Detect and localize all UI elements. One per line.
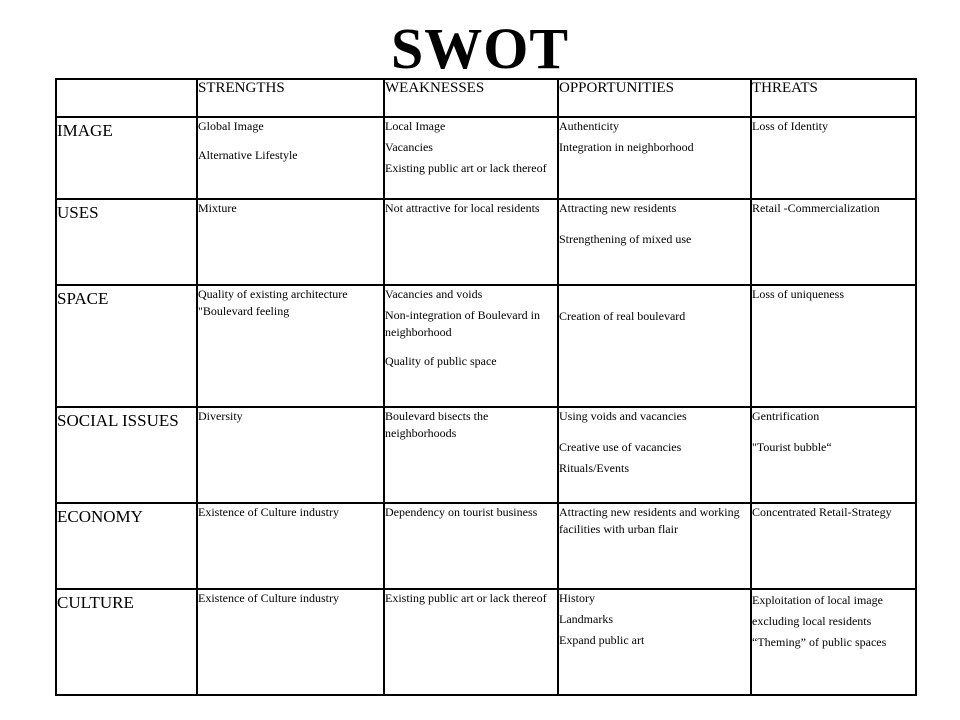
cell-item: Strengthening of mixed use	[559, 232, 692, 246]
cell-item: Loss of uniqueness	[752, 287, 844, 301]
cell-item: Alternative Lifestyle	[198, 148, 298, 162]
row-header: IMAGE	[56, 117, 197, 199]
cell-item: Quality of existing architecture "Boulevard feeling	[198, 287, 348, 318]
cell-weaknesses	[384, 503, 558, 589]
cell-item: Attracting new residents and working facilities with urban flair	[559, 505, 740, 536]
cell-item: Diversity	[198, 409, 243, 423]
header-row	[56, 79, 916, 117]
table-row	[56, 589, 916, 695]
cell-item: Exploitation of local image excluding local residents “Theming” of public spaces	[752, 593, 887, 649]
cell-item: Retail -Commercialization	[752, 201, 880, 215]
table-row	[56, 285, 916, 407]
table-row	[56, 407, 916, 503]
cell-item: Integration in neighborhood	[559, 140, 694, 154]
cell-item: Existing public art or lack thereof	[385, 161, 547, 175]
cell-threats	[751, 407, 916, 503]
cell-item: Expand public art	[559, 633, 645, 647]
cell-item: Authenticity	[559, 119, 619, 133]
column-header-threats: THREATS	[751, 79, 916, 117]
page-title: SWOT	[390, 16, 570, 81]
cell-opportunities	[558, 503, 751, 589]
cell-item: Non-integration of Boulevard in neighborhood	[385, 308, 540, 339]
cell-item: Boulevard bisects the neighborhoods	[385, 409, 489, 440]
cell-threats	[751, 199, 916, 285]
cell-threats	[751, 285, 916, 407]
cell-item: "Tourist bubble“	[752, 440, 832, 454]
cell-item: Existing public art or lack thereof	[385, 591, 547, 605]
row-header: ECONOMY	[56, 503, 197, 589]
cell-item: Creative use of vacancies	[559, 440, 682, 454]
cell-item: Not attractive for local residents	[385, 201, 540, 215]
cell-threats	[751, 503, 916, 589]
cell-item: Concentrated Retail-Strategy	[752, 505, 892, 519]
cell-opportunities	[558, 285, 751, 407]
cell-strengths	[197, 199, 384, 285]
cell-weaknesses	[384, 589, 558, 695]
cell-item: Quality of public space	[385, 354, 497, 368]
column-header-strengths: STRENGTHS	[197, 79, 384, 117]
cell-strengths	[197, 589, 384, 695]
cell-item: Existence of Culture industry	[198, 505, 339, 519]
cell-item: Using voids and vacancies	[559, 409, 687, 423]
cell-opportunities	[558, 117, 751, 199]
cell-strengths	[197, 503, 384, 589]
row-header: CULTURE	[56, 589, 197, 695]
cell-item: Creation of real boulevard	[559, 309, 686, 323]
row-header: SPACE	[56, 285, 197, 407]
column-header-weaknesses: WEAKNESSES	[384, 79, 558, 117]
cell-opportunities	[558, 199, 751, 285]
cell-item: Existence of Culture industry	[198, 591, 339, 605]
row-header: SOCIAL ISSUES	[56, 407, 197, 503]
cell-opportunities	[558, 589, 751, 695]
cell-item: Loss of Identity	[752, 119, 828, 133]
cell-weaknesses	[384, 199, 558, 285]
cell-opportunities	[558, 407, 751, 503]
cell-item: Gentrification	[752, 409, 820, 423]
cell-item: History	[559, 591, 595, 605]
cell-weaknesses	[384, 285, 558, 407]
cell-item: Rituals/Events	[559, 461, 629, 475]
cell-item: Landmarks	[559, 612, 613, 626]
cell-strengths	[197, 285, 384, 407]
cell-item: Dependency on tourist business	[385, 505, 538, 519]
swot-table	[55, 78, 917, 696]
cell-strengths	[197, 407, 384, 503]
cell-threats	[751, 117, 916, 199]
cell-item: Vacancies and voids	[385, 287, 483, 301]
cell-weaknesses	[384, 117, 558, 199]
table-row	[56, 117, 916, 199]
cell-weaknesses	[384, 407, 558, 503]
cell-threats	[751, 589, 916, 695]
cell-item: Local Image	[385, 119, 446, 133]
cell-strengths	[197, 117, 384, 199]
row-header: USES	[56, 199, 197, 285]
column-header-opportunities: OPPORTUNITIES	[558, 79, 751, 117]
cell-item: Attracting new residents	[559, 201, 677, 215]
table-row	[56, 503, 916, 589]
cell-item: Vacancies	[385, 140, 433, 154]
cell-item: Mixture	[198, 201, 237, 215]
corner-cell	[56, 79, 197, 117]
cell-item: Global Image	[198, 119, 264, 133]
table-row	[56, 199, 916, 285]
